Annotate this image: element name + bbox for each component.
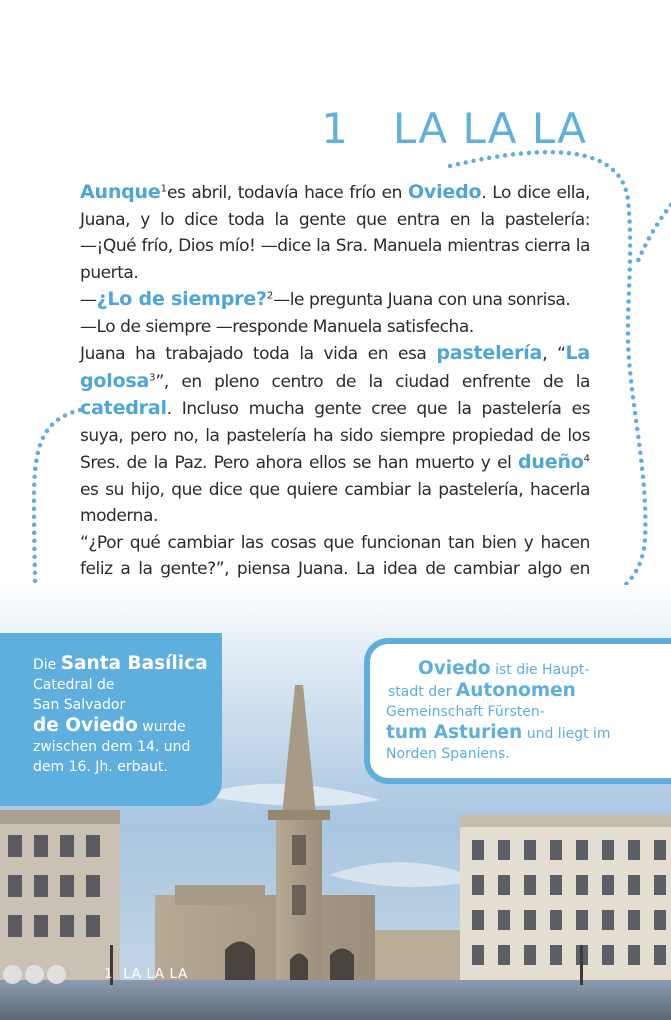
footnote-2: 2 (266, 290, 274, 302)
keyword-oviedo: Oviedo (407, 181, 482, 203)
info-box-cathedral: Die Santa Basílica Catedral de San Salvador de Oviedo wurde zwischen dem 14. und dem 16. Jh. erbaut. (0, 633, 222, 806)
footnote-1: 1 (160, 183, 167, 195)
page-footer (0, 962, 188, 986)
story-paragraph-2: —¡Qué frío, Dios mío! —dice la Sra. Manuela mientras cierra la puerta. (80, 236, 590, 283)
chapter-name: LA LA LA (393, 104, 587, 154)
keyword-aunque: Aunque (80, 181, 161, 203)
footer-chapter-label: 1 LA LA LA (104, 966, 188, 982)
keyword-dueno: dueño (518, 451, 584, 473)
pager-dot-icon (25, 965, 44, 984)
story-paragraph-1: Aunque$^1$es abril, todavía hace frío en Oviedo. Lo dice ella, Juana, y lo dice toda la gente que entra en la pastelería: (80, 181, 590, 230)
story-text (80, 179, 590, 636)
keyword-la-golosa: La golosa (80, 342, 590, 392)
footnote-4: 4 (583, 453, 590, 465)
chapter-number: 1 (321, 104, 349, 154)
keyword-catedral: catedral (80, 397, 167, 419)
chapter-title (321, 104, 587, 153)
story-paragraph-3: —¿Lo de siempre?$^2$—le pregunta Juana con una sonrisa. (80, 288, 571, 310)
keyword-lo-de-siempre: ¿Lo de siempre? (96, 288, 267, 310)
footnote-3: 3 (149, 371, 156, 383)
story-paragraph-4: —Lo de siempre —responde Manuela satisfecha. (80, 316, 474, 337)
story-paragraph-6: “¿Por qué cambiar las cosas que funcionan tan bien y hacen feliz a la gente?”, piensa Juana. La idea de cambiar algo en (80, 532, 590, 579)
pager-dot-icon (3, 965, 22, 984)
keyword-pasteleria: pastelería (436, 342, 543, 364)
story-paragraph-5: Juana ha trabajado toda la vida en esa pastelería, “La golosa$^3$”, en pleno centro de la ciudad enfrente de la catedral. Incluso mucha gente cree que la pastelería es suya, pero no, la pastelería ha sido siempre propiedad de los Sres. de la Paz. Pero ahora ellos se han muerto y el dueño$^4$ es su hijo, que dice que quiere cambiar la pastelería, hacerla moderna. (80, 342, 590, 526)
pager-dot-icon (47, 965, 66, 984)
info-box-oviedo: Oviedo ist die Haupt- stadt der Autonomen Gemeinschaft Fürsten- tum Asturien und liegt im Norden Spaniens. (364, 638, 671, 784)
